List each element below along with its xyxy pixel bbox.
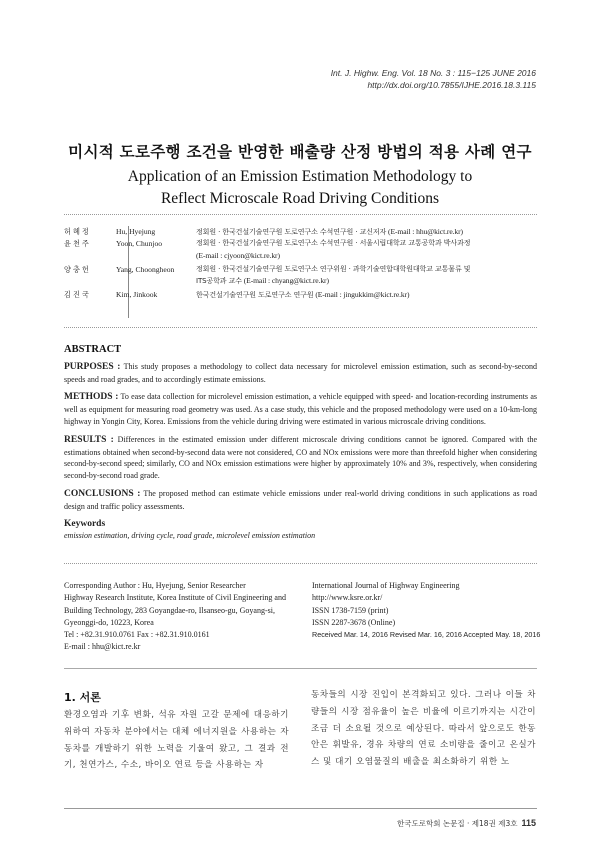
corr-line: Corresponding Author : Hu, Hyejung, Senior Researcher — [64, 581, 246, 590]
authors-bottom-divider — [64, 327, 537, 328]
journal-citation — [331, 67, 536, 91]
author-name-ko: 허혜정 — [64, 227, 91, 236]
corr-line: Gyeonggi-do, 10223, Korea — [64, 617, 154, 627]
abstract-conclusions — [64, 488, 537, 513]
author-name-ko: 양충헌 — [64, 264, 91, 274]
methods-text: To ease data collection for microlevel emission estimation, a vehicle equipped with speed- and location-recording instruments as well as equipment for measuring road geometry was used. As a case study, this vehicle and the proposed methodology were used on a 10-km-long highway in Yongin City, Korea. Emissions from the vehicle during driving were estimated in various microscale driving conditions. — [64, 392, 537, 426]
abstract-bottom-divider — [64, 563, 537, 564]
affiliation-text: 정회원 · 한국건설기술연구원 도로연구소 연구위원 · 과학기술연합대학원대학교 교통물류 및 — [196, 264, 471, 273]
citation-line: Int. J. Highw. Eng. Vol. 18 No. 3 : 115−125 JUNE 2016 — [330, 68, 536, 78]
author-email: (E-mail : jingukkim@kict.re.kr) — [313, 290, 410, 300]
author-affiliation — [196, 264, 544, 275]
body-column-right: 동차들의 시장 진입이 본격화되고 있다. 그러나 이들 차량들의 시장 점유율이 높은 비율에 이르기까지는 시간이 조금 더 소요될 것으로 예상된다. 따라서 앞으로도 한동안은 휘발유, 경유 차량의 연료 소비량을 줄이고 온실가스 및 대기 오염물질의 배출을 최소화하기 위한 노 — [311, 690, 536, 768]
author-affiliation-cont — [196, 275, 544, 287]
affiliation-text: 한국건설기술연구원 도로연구소 연구원 — [196, 291, 314, 300]
journal-info-block — [312, 580, 552, 641]
author-affiliation — [196, 289, 544, 301]
footer-journal: 한국도로학회 논문집 · 제18권 제3호 — [397, 819, 518, 828]
abstract-purposes — [64, 361, 537, 386]
results-text: Differences in the estimated emission under different microscale driving conditions cannot be ignored. Compared with the estimations obtained when second-by-second data were not considered, CO and NOx emissions were more than threefold higher when considering second-by-second speed; similarly, CO and NOx emission estimations were higher by approximately 10% and 3%, respectively, when considering second-by-second road grade. — [64, 434, 538, 481]
author-row — [64, 238, 544, 262]
keywords-heading: Keywords — [64, 518, 106, 529]
author-row — [64, 226, 544, 238]
purposes-text: This study proposes a methodology to collect data necessary for microlevel emission estimation, such as second-by-second speeds and road grades, and to accordingly estimate emissions. — [64, 361, 537, 384]
results-label: RESULTS : — [64, 434, 114, 445]
author-affiliation — [196, 238, 544, 249]
corr-line: Building Technology, 283 Goyangdae-ro, Ilsanseo-gu, Goyang-si, — [64, 605, 275, 615]
abstract-section — [64, 344, 537, 542]
authors-top-divider — [64, 214, 537, 215]
author-name-en: Kim, Jinkook — [116, 290, 158, 300]
author-email: (E-mail : chyang@kict.re.kr) — [241, 276, 329, 286]
author-name-ko: 김진국 — [64, 290, 91, 300]
footer-divider — [64, 808, 537, 809]
page-footer — [397, 818, 536, 829]
abstract-results — [64, 434, 537, 482]
english-title-line1: Application of an Emission Estimation Methodology to — [127, 168, 473, 185]
corr-line: Tel : +82.31.910.0761 Fax : +82.31.910.0161 — [64, 630, 210, 640]
author-email: (E-mail : hhu@kict.re.kr) — [386, 227, 463, 236]
page-number: 115 — [521, 818, 536, 828]
issn-online: ISSN 2287-3678 (Online) — [312, 617, 396, 627]
korean-title: 미시적 도로주행 조건을 반영한 배출량 산정 방법의 적용 사례 연구 — [68, 143, 532, 161]
issn-print: ISSN 1738-7159 (print) — [312, 605, 389, 615]
affiliation-text: 정회원 · 한국건설기술연구원 도로연구소 수석연구원 · 교신저자 — [196, 228, 387, 236]
journal-url[interactable]: http://www.ksre.or.kr/ — [312, 593, 383, 603]
keywords-list: emission estimation, driving cycle, road grade, microlevel emission estimation — [64, 531, 316, 541]
conclusions-text: The proposed method can estimate vehicle emissions under real-world driving conditions in such applications as road design and traffic policy assessments. — [64, 488, 537, 511]
author-name-en: Hu, Hyejung — [116, 227, 156, 236]
author-name-ko: 윤천주 — [64, 239, 91, 249]
submission-dates: Received Mar. 14, 2016 Revised Mar. 16, 2016 Accepted May. 18, 2016 — [312, 630, 541, 640]
corr-email[interactable]: E-mail : hhu@kict.re.kr — [64, 642, 141, 652]
author-row — [64, 264, 544, 288]
english-title-line2: Reflect Microscale Road Driving Conditions — [160, 190, 440, 207]
corr-line: Highway Research Institute, Korea Institute of Civil Engineering and — [64, 593, 286, 603]
abstract-heading: ABSTRACT — [64, 344, 122, 355]
authors-block — [64, 226, 544, 302]
affiliation-text: 정회원 · 한국건설기술연구원 도로연구소 수석연구원 · 서울시립대학교 교통공학과 박사과정 — [196, 239, 471, 248]
author-email: (E-mail : cjyoon@kict.re.kr) — [196, 250, 280, 260]
author-name-en: Yang, Choongheon — [116, 264, 175, 274]
affiliation-text: ITS공학과 교수 — [196, 277, 242, 286]
methods-label: METHODS : — [64, 392, 119, 403]
body-top-divider — [64, 668, 537, 669]
author-affiliation-cont — [196, 250, 544, 262]
author-name-en: Yoon, Chunjoo — [116, 239, 163, 249]
corresponding-author-block — [64, 580, 304, 654]
english-title — [0, 166, 600, 210]
author-row — [64, 289, 544, 301]
abstract-methods — [64, 391, 537, 427]
purposes-label: PURPOSES : — [64, 361, 121, 372]
author-affiliation — [196, 226, 544, 238]
section-title: 1. 서론 — [64, 691, 101, 704]
journal-name: International Journal of Highway Engineering — [312, 581, 460, 590]
body-column-left: 환경오염과 기후 변화, 석유 자원 고갈 문제에 대응하기 위하여 자동차 분야에서는 대체 에너지원을 사용하는 자동차를 개발하기 위한 노력을 기울여 왔고, 그 결과 전기, 천연가스, 수소, 바이오 연료 등을 사용하는 자 — [64, 710, 289, 771]
conclusions-label: CONCLUSIONS : — [64, 488, 141, 499]
doi-link[interactable]: http://dx.doi.org/10.7855/IJHE.2016.18.3.115 — [367, 80, 536, 90]
